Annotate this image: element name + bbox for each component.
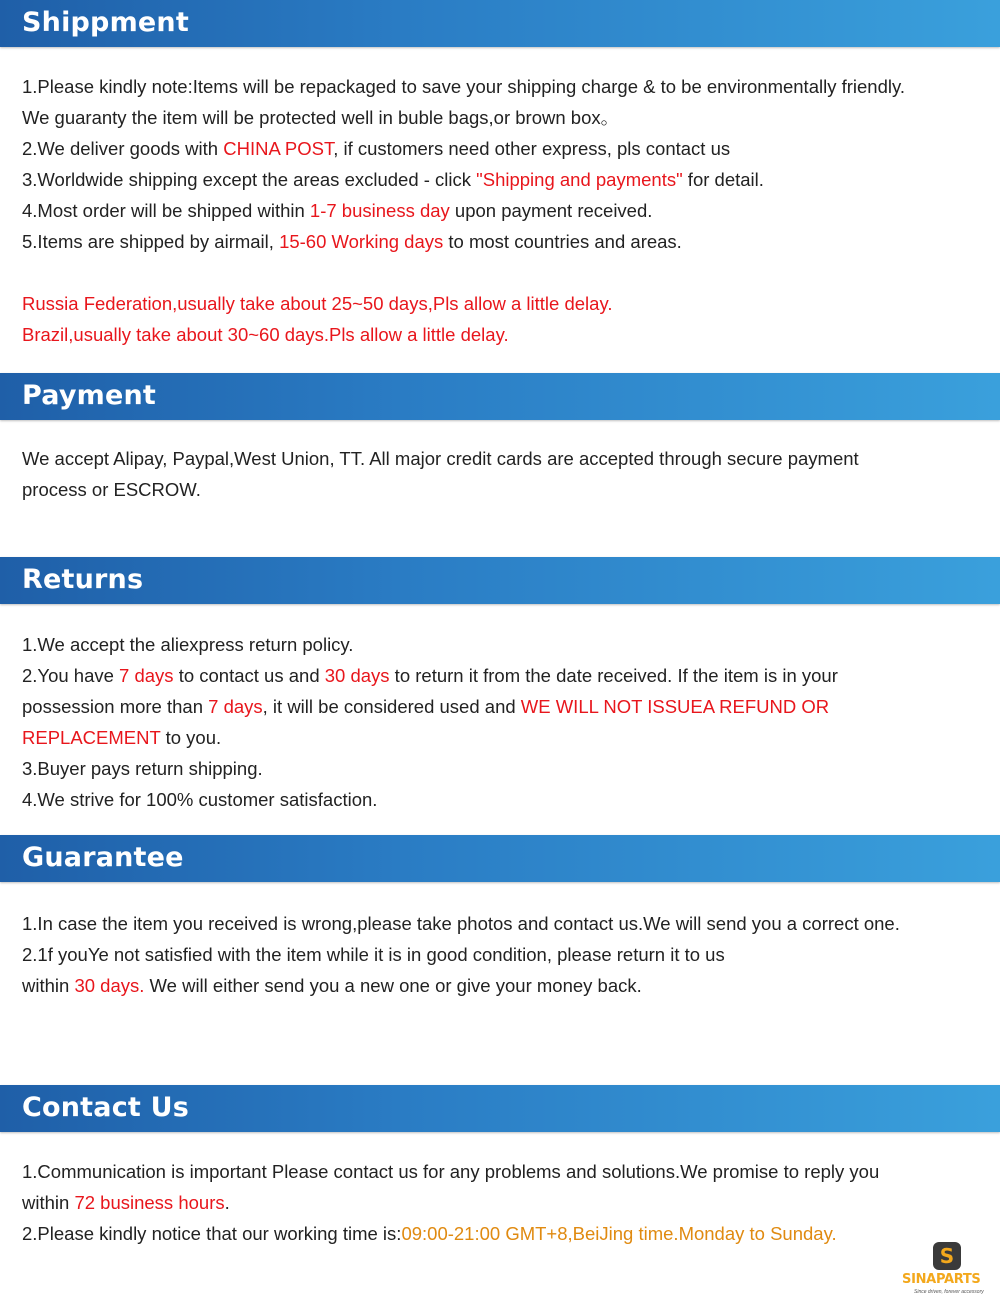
sinaparts-logo [900,1240,992,1298]
guarantee-title: Guarantee [22,842,184,873]
shipment-line-3: 2.We deliver goods with CHINA POST, if customers need other express, pls contact us [22,138,731,159]
shipment-line-5: 4.Most order will be shipped within 1-7 business day upon payment received. [22,200,653,221]
contact-title: Contact Us [22,1092,190,1123]
guarantee-line-3: within 30 days. We will either send you a new one or give your money back. [22,975,642,996]
returns-line-2: 2.You have 7 days to contact us and 30 days to return it from the date received. If the item is in your [22,665,838,686]
guarantee-line-1: 1.In case the item you received is wrong,please take photos and contact us.We will send you a correct one. [22,913,900,934]
brazil-delivery-note: Brazil,usually take about 30~60 days.Pls allow a little delay. [22,324,509,345]
shipment-header [0,0,1000,47]
returns-line-1: 1.We accept the aliexpress return policy. [22,634,354,655]
guarantee-header [0,835,1000,882]
contact-line-3: 2.Please kindly notice that our working time is:09:00-21:00 GMT+8,BeiJing time.Monday to Sunday. [22,1223,837,1244]
shipment-line-2: We guaranty the item will be protected well in buble bags,or brown box。 [22,107,620,128]
china-post-highlight: CHINA POST [223,138,334,159]
shipment-line-6: 5.Items are shipped by airmail, 15-60 Working days to most countries and areas. [22,231,682,252]
contact-header [0,1085,1000,1132]
returns-header [0,557,1000,604]
shipment-line-4: 3.Worldwide shipping except the areas excluded - click "Shipping and payments" for detail. [22,169,764,190]
contact-line-2: within 72 business hours. [22,1192,230,1213]
payment-line-2: process or ESCROW. [22,479,201,500]
returns-line-5: 3.Buyer pays return shipping. [22,758,263,779]
returns-title: Returns [22,564,144,595]
returns-line-4: REPLACEMENT to you. [22,727,222,748]
payment-title: Payment [22,380,157,411]
sinaparts-logo-icon: S [933,1242,961,1270]
shipping-payments-link[interactable]: "Shipping and payments" [476,169,683,190]
brand-tagline: Since driven, forever accessory [914,1289,984,1295]
russia-delivery-note: Russia Federation,usually take about 25~50 days,Pls allow a little delay. [22,293,613,314]
brand-name: SINAPARTS [902,1272,981,1287]
payment-line-1: We accept Alipay, Paypal,West Union, TT. All major credit cards are accepted through secure payment [22,448,859,469]
contact-line-1: 1.Communication is important Please contact us for any problems and solutions.We promise to reply you [22,1161,880,1182]
shipment-title: Shippment [22,7,189,38]
returns-line-3: possession more than 7 days, it will be considered used and WE WILL NOT ISSUEA REFUND OR [22,696,830,717]
guarantee-line-2: 2.1f youYe not satisfied with the item while it is in good condition, please return it to us [22,944,725,965]
returns-line-6: 4.We strive for 100% customer satisfaction. [22,789,378,810]
shipment-line-1: 1.Please kindly note:Items will be repackaged to save your shipping charge & to be environmentally friendly. [22,76,906,97]
working-hours: 09:00-21:00 GMT+8,BeiJing time.Monday to Sunday. [401,1223,837,1244]
payment-header [0,373,1000,420]
